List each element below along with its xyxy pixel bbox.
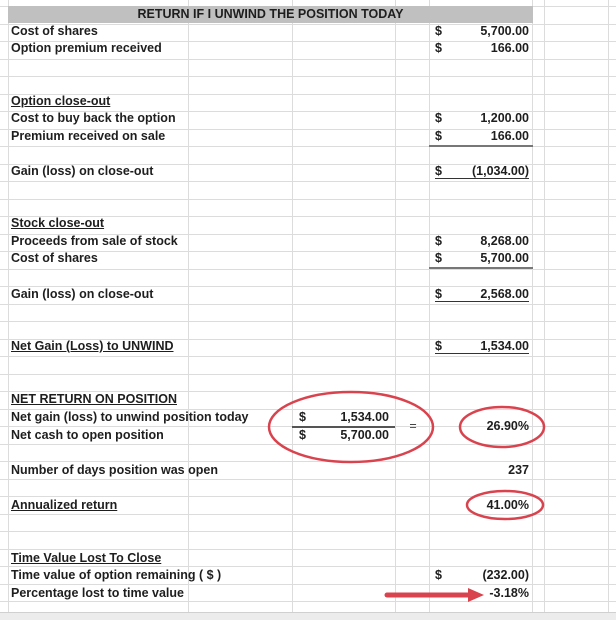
section-heading-option-closeout[interactable]: Option close-out (11, 94, 111, 108)
grid-column-line (532, 0, 533, 612)
row-label-net-cash-open[interactable]: Net cash to open position (11, 428, 164, 442)
value-net-return[interactable]: 26.90% (486, 419, 529, 433)
value-net-unwind: 1,534.00 (480, 339, 529, 353)
value-buyback-cost[interactable]: 1,200.00 (480, 111, 529, 125)
currency-symbol: $ (435, 129, 442, 143)
grid-column-line (608, 0, 609, 612)
currency-symbol: $ (435, 251, 442, 265)
currency-symbol: $ (435, 24, 442, 38)
grid-column-line (395, 0, 396, 612)
value-stock-gain: 2,568.00 (480, 287, 529, 301)
row-label-buyback-cost[interactable]: Cost to buy back the option (11, 111, 176, 125)
section-heading-time-value[interactable]: Time Value Lost To Close (11, 551, 162, 565)
value-annualized[interactable]: 41.00% (486, 498, 529, 512)
grid-row-line (0, 76, 616, 77)
grid-row-line (0, 181, 616, 182)
value-premium-on-sale[interactable]: 166.00 (490, 129, 529, 143)
value-cost-of-shares[interactable]: 5,700.00 (480, 24, 529, 38)
row-label-option-gain[interactable]: Gain (loss) on close-out (11, 164, 154, 178)
total-underline (435, 178, 529, 179)
grid-column-line (188, 0, 189, 612)
value-pct-time-value[interactable]: -3.18% (489, 586, 529, 600)
grid-row-line (0, 514, 616, 515)
grid-column-line (292, 0, 293, 612)
value-stock-proceeds[interactable]: 8,268.00 (480, 234, 529, 248)
grid-row-line (0, 531, 616, 532)
section-heading-stock-closeout[interactable]: Stock close-out (11, 216, 105, 230)
total-underline (435, 301, 529, 302)
row-label-premium-on-sale[interactable]: Premium received on sale (11, 129, 166, 143)
row-label-annualized[interactable]: Annualized return (11, 498, 118, 512)
grid-row-line (0, 479, 616, 480)
row-label-pct-time-value[interactable]: Percentage lost to time value (11, 586, 184, 600)
grid-row-line (0, 444, 616, 445)
grid-column-line (429, 0, 430, 612)
total-option-gain[interactable] (433, 163, 529, 180)
section-heading-net-return[interactable]: NET RETURN ON POSITION (11, 392, 177, 406)
value-option-gain: (1,034.00) (472, 164, 529, 178)
value-option-premium[interactable]: 166.00 (490, 41, 529, 55)
currency-symbol: $ (435, 164, 442, 178)
row-label-cost-of-shares[interactable]: Cost of shares (11, 24, 98, 38)
grid-row-line (0, 59, 616, 60)
currency-symbol: $ (435, 287, 442, 301)
sheet-bottom-edge (0, 612, 616, 620)
currency-symbol: $ (299, 428, 306, 442)
row-label-stock-gain[interactable]: Gain (loss) on close-out (11, 287, 154, 301)
sheet-title: RETURN IF I UNWIND THE POSITION TODAY (137, 7, 404, 21)
value-net-gain-today[interactable]: 1,534.00 (340, 410, 389, 424)
subtotal-border (429, 145, 533, 147)
grid-row-line (0, 269, 616, 270)
value-days-open[interactable]: 237 (508, 463, 529, 477)
equals-sign: = (409, 419, 417, 433)
currency-symbol: $ (299, 410, 306, 424)
subtotal-border (429, 267, 533, 269)
value-time-value-remaining[interactable]: (232.00) (482, 568, 529, 582)
grid-row-line (0, 374, 616, 375)
row-label-stock-proceeds[interactable]: Proceeds from sale of stock (11, 234, 178, 248)
grid-column-line (544, 0, 545, 612)
total-net-unwind[interactable] (433, 338, 529, 355)
value-net-cash-open[interactable]: 5,700.00 (340, 428, 389, 442)
row-label-net-unwind[interactable]: Net Gain (Loss) to UNWIND (11, 339, 174, 353)
currency-symbol: $ (435, 41, 442, 55)
value-cost-of-shares-2[interactable]: 5,700.00 (480, 251, 529, 265)
row-label-time-value-remaining[interactable]: Time value of option remaining ( $ ) (11, 568, 222, 582)
grid-row-line (0, 199, 616, 200)
total-underline (435, 353, 529, 354)
currency-symbol: $ (435, 111, 442, 125)
grid-column-line (8, 0, 9, 612)
grid-row-line (0, 356, 616, 357)
currency-symbol: $ (435, 234, 442, 248)
grid-row-line (0, 321, 616, 322)
grid-row-line (0, 304, 616, 305)
currency-symbol: $ (435, 568, 442, 582)
row-label-option-premium[interactable]: Option premium received (11, 41, 162, 55)
total-stock-gain[interactable] (433, 286, 529, 303)
row-label-days-open[interactable]: Number of days position was open (11, 463, 218, 477)
row-label-cost-of-shares-2[interactable]: Cost of shares (11, 251, 98, 265)
row-label-net-gain-today[interactable]: Net gain (loss) to unwind position today (11, 410, 249, 424)
currency-symbol: $ (435, 339, 442, 353)
